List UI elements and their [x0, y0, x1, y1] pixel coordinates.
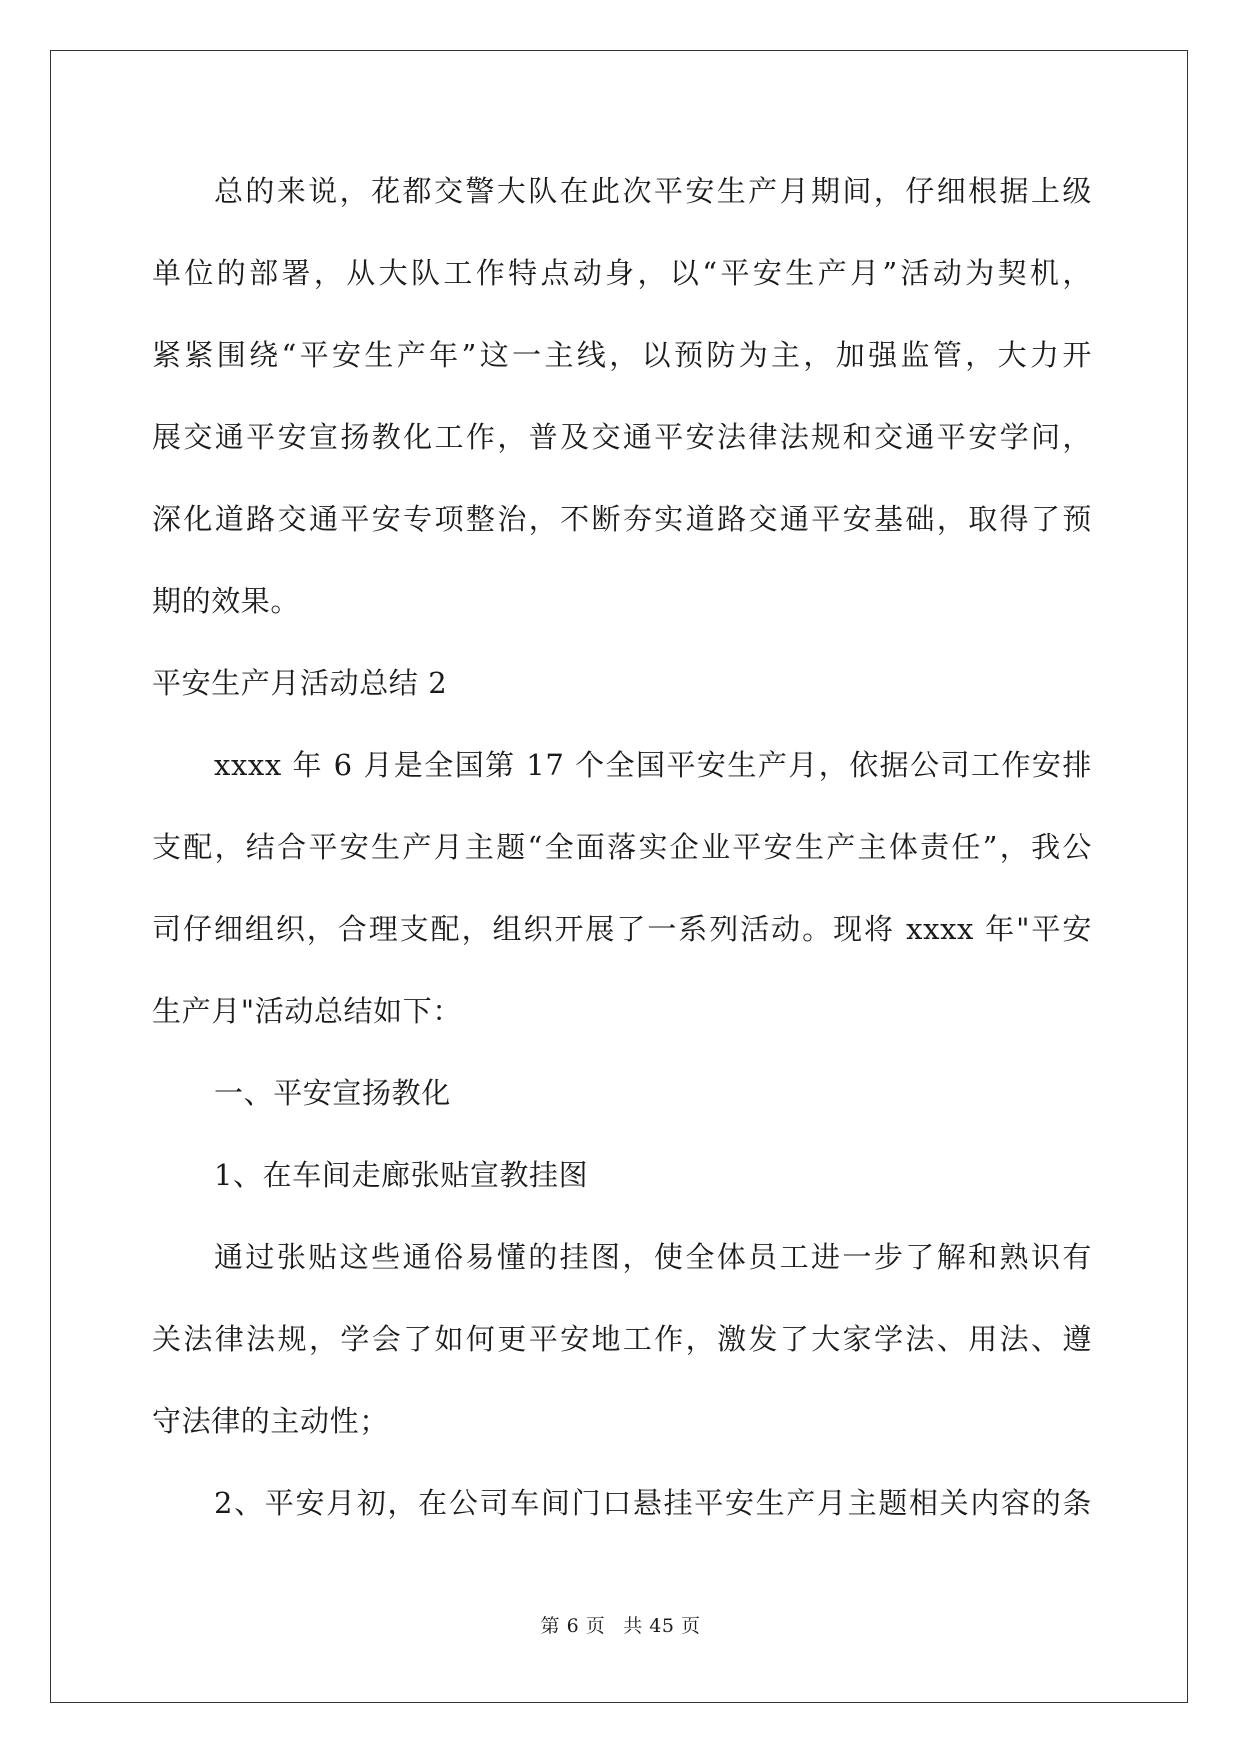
paragraph-1-line-4: 展交通平安宣扬教化工作，普及交通平安法律法规和交通平安学问，	[152, 420, 1092, 454]
paragraph-1-line-6: 期的效果。	[152, 584, 301, 618]
paragraph-6-line-2: 关法律法规，学会了如何更平安地工作，激发了大家学法、用法、遵	[152, 1322, 1092, 1356]
paragraph-1-line-1: 总的来说，花都交警大队在此次平安生产月期间，仔细根据上级	[214, 174, 1092, 208]
paragraph-6-line-1: 通过张贴这些通俗易懂的挂图，使全体员工进一步了解和熟识有	[214, 1240, 1092, 1274]
paragraph-1-line-5: 深化道路交通平安专项整治，不断夯实道路交通平安基础，取得了预	[152, 502, 1092, 536]
list-item-1: 1、在车间走廊张贴宣教挂图	[214, 1158, 589, 1192]
paragraph-3-line-1: xxxx 年 6 月是全国第 17 个全国平安生产月，依据公司工作安排	[214, 748, 1092, 782]
paragraph-3-line-4: 生产月"活动总结如下：	[152, 994, 462, 1028]
total-pages: 共 45 页	[623, 1615, 701, 1637]
section-heading: 平安生产月活动总结 2	[152, 666, 448, 700]
subheading-1: 一、平安宣扬教化	[214, 1076, 451, 1110]
document-body	[152, 168, 1092, 1562]
paragraph-3-line-2: 支配，结合平安生产月主题“全面落实企业平安生产主体责任”，我公	[152, 830, 1092, 864]
paragraph-1-line-2: 单位的部署，从大队工作特点动身，以“平安生产月”活动为契机，	[152, 256, 1092, 290]
list-item-2: 2、平安月初，在公司车间门口悬挂平安生产月主题相关内容的条	[214, 1486, 1092, 1520]
page-number: 第 6 页	[540, 1615, 606, 1637]
paragraph-1-line-3: 紧紧围绕“平安生产年”这一主线，以预防为主，加强监管，大力开	[152, 338, 1092, 372]
page-footer	[0, 1614, 1241, 1638]
paragraph-3-line-3: 司仔细组织，合理支配，组织开展了一系列活动。现将 xxxx 年"平安	[152, 912, 1092, 946]
paragraph-6-line-3: 守法律的主动性；	[152, 1404, 389, 1438]
